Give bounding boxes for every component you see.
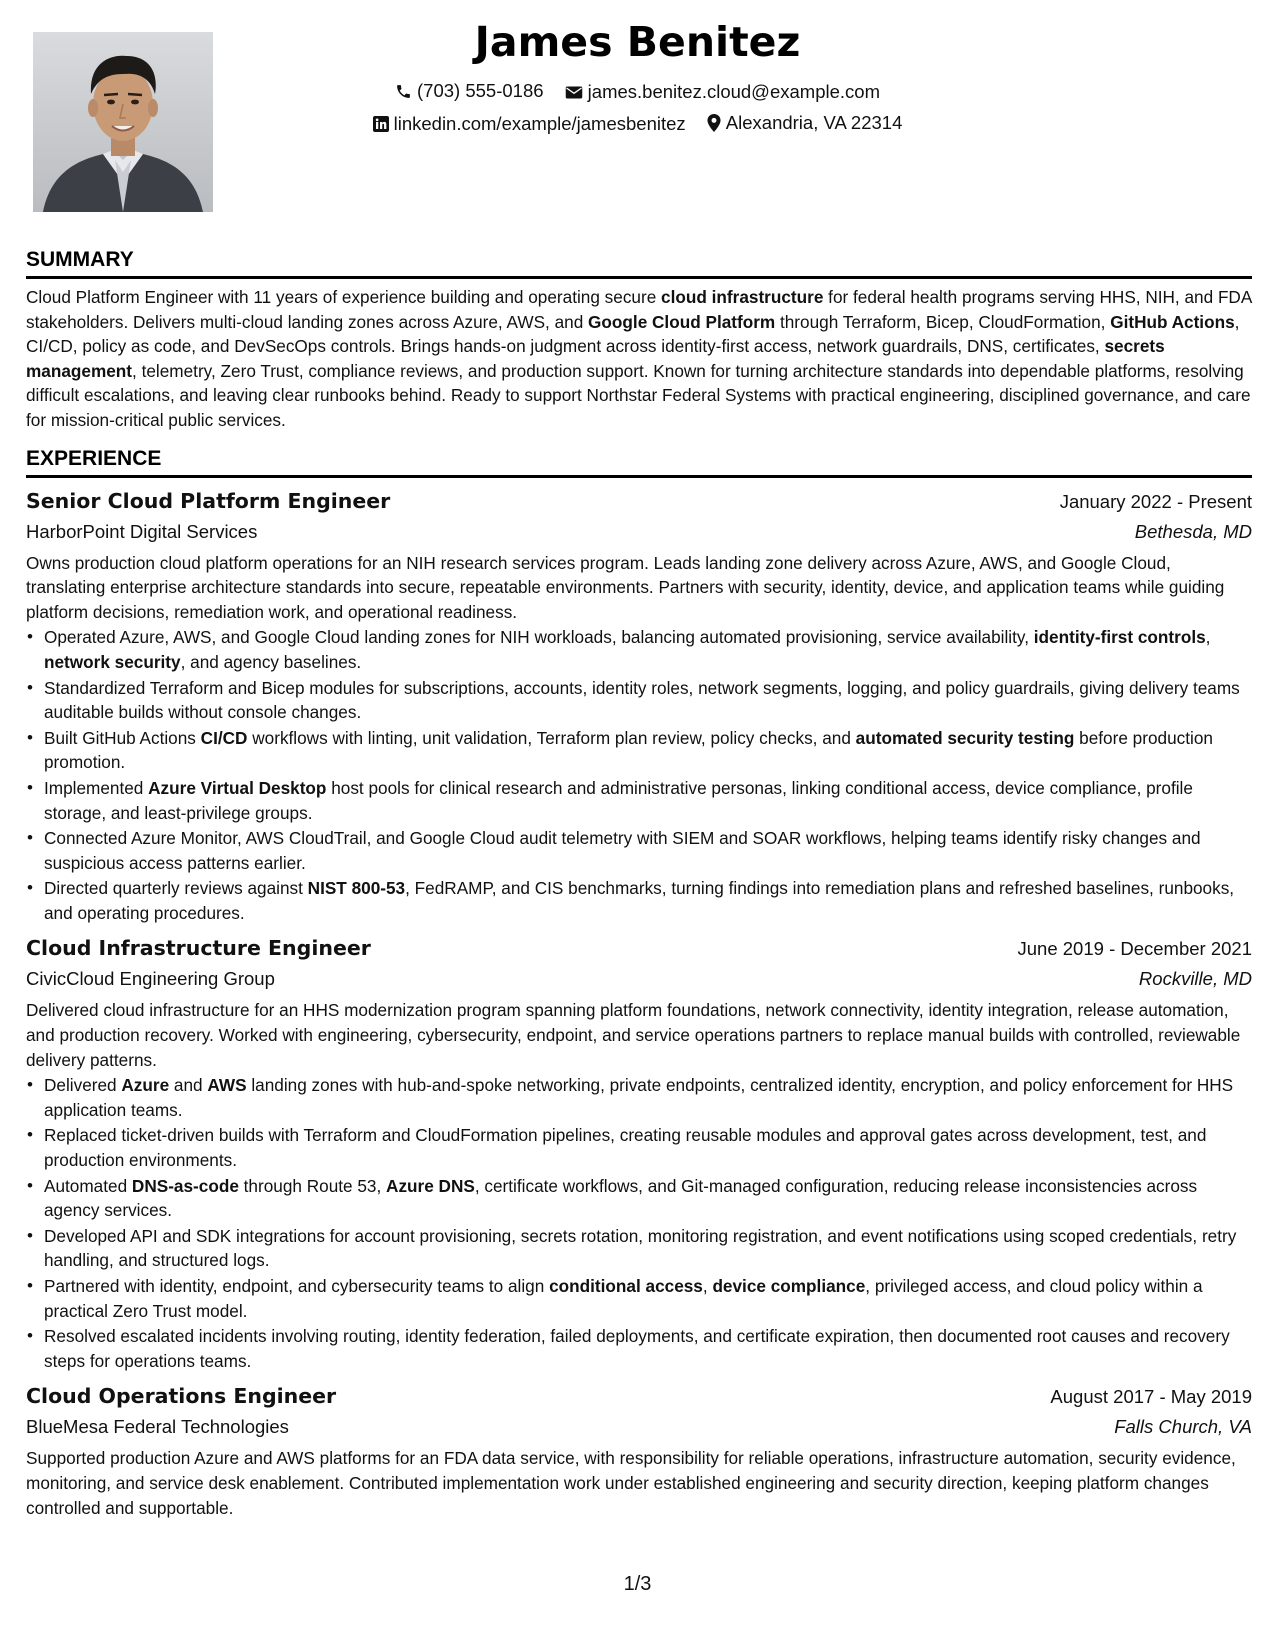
job-location: Rockville, MD: [1138, 968, 1252, 990]
job-title: Senior Cloud Platform Engineer: [26, 488, 391, 513]
emphasis-text: Azure Virtual Desktop: [148, 777, 327, 798]
emphasis-text: Google Cloud Platform: [588, 311, 776, 332]
job-bullets: [26, 1073, 1252, 1373]
experience-section: [26, 445, 1252, 1521]
bullet-item: • Directed quarterly reviews against NIST 800-53, FedRAMP, and CIS benchmarks, turning findings into remediation plans and refreshed baselines, runbooks, and operating procedures.: [44, 876, 1252, 925]
contact-line-1: [0, 80, 1275, 105]
envelope-icon: [565, 85, 583, 100]
emphasis-text: CI/CD: [200, 727, 248, 748]
phone-number: (703) 555-0186: [417, 80, 544, 101]
bullet-item: • Delivered Azure and AWS landing zones with hub-and-spoke networking, private endpoints, centralized identity, encryption, and policy enforcement for HHS application teams.: [44, 1073, 1252, 1122]
page-number: 1/3: [623, 1573, 652, 1595]
emphasis-text: identity-first controls: [1033, 627, 1206, 648]
company-name: HarborPoint Digital Services: [26, 520, 258, 542]
emphasis-text: NIST 800-53: [307, 878, 406, 899]
job-dates: June 2019 - December 2021: [1017, 938, 1252, 960]
emphasis-text: DNS-as-code: [131, 1175, 239, 1196]
summary-text: Cloud Platform Engineer with 11 years of experience building and operating secure cloud infrastructure for federal health programs serving HHS, NIH, and FDA stakeholders. Delivers multi-cloud landing zones across Azure, AWS, and Google Cloud Platform through Terraform, Bicep, CloudFormation, GitHub Actions, CI/CD, policy as code, and DevSecOps controls. Brings hands-on judgment across identity-first access, network guardrails, DNS, certificates, secrets management, telemetry, Zero Trust, compliance reviews, and production support. Known for turning architecture standards into dependable platforms, resolving difficult escalations, and leaving clear runbooks behind. Ready to support Northstar Federal Systems with practical engineering, disciplined governance, and care for mission-critical public services.: [26, 287, 1252, 430]
summary-heading: SUMMARY: [26, 246, 1252, 279]
emphasis-text: automated security testing: [855, 727, 1075, 748]
job-entry: [26, 1381, 1252, 1520]
linkedin-icon: [373, 116, 389, 132]
email-address[interactable]: james.benitez.cloud@example.com: [587, 81, 880, 102]
job-description: Supported production Azure and AWS platforms for an FDA data service, with responsibility for reliable operations, infrastructure automation, security evidence, monitoring, and service desk enablement. Contributed implementation work under established engineering and security direction, keeping platform changes controlled and supportable.: [26, 1448, 1236, 1518]
job-entry: [26, 933, 1252, 1373]
job-dates: August 2017 - May 2019: [1050, 1386, 1252, 1408]
emphasis-text: AWS: [207, 1075, 247, 1096]
bullet-item: • Built GitHub Actions CI/CD workflows with linting, unit validation, Terraform plan review, policy checks, and automated security testing before production promotion.: [44, 726, 1252, 775]
bullet-item: • Implemented Azure Virtual Desktop host pools for clinical research and administrative personas, linking conditional access, device compliance, profile storage, and least-privilege groups.: [44, 776, 1252, 825]
bullet-item: • Replaced ticket-driven builds with Terraform and CloudFormation pipelines, creating reusable modules and approval gates across development, test, and production environments.: [44, 1123, 1252, 1172]
job-location: Bethesda, MD: [1134, 520, 1252, 542]
job-description: Delivered cloud infrastructure for an HHS modernization program spanning platform foundations, network connectivity, identity integration, release automation, and production recovery. Worked with engineering, cybersecurity, endpoint, and service operations partners to replace manual builds with controlled, reviewable delivery patterns.: [26, 1000, 1241, 1070]
bullet-item: • Operated Azure, AWS, and Google Cloud landing zones for NIH workloads, balancing automated provisioning, service availability, identity-first controls, network security, and agency baselines.: [44, 625, 1252, 674]
emphasis-text: GitHub Actions: [1110, 311, 1235, 332]
bullet-item: • Connected Azure Monitor, AWS CloudTrail, and Google Cloud audit telemetry with SIEM and SOAR workflows, helping teams identify risky changes and suspicious access patterns earlier.: [44, 826, 1252, 875]
job-location: Falls Church, VA: [1114, 1416, 1252, 1438]
emphasis-text: device compliance: [712, 1276, 866, 1296]
location-contact: [707, 112, 903, 134]
emphasis-text: Azure: [121, 1075, 170, 1096]
phone-icon: [395, 83, 412, 100]
job-title: Cloud Operations Engineer: [26, 1384, 337, 1409]
company-name: CivicCloud Engineering Group: [26, 968, 275, 990]
job-entry: [26, 486, 1252, 926]
email-contact[interactable]: [565, 81, 880, 103]
emphasis-text: secrets management: [26, 336, 1165, 381]
bullet-item: • Partnered with identity, endpoint, and cybersecurity teams to align conditional access, device compliance, privileged access, and cloud policy within a practical Zero Trust model.: [44, 1274, 1252, 1323]
bullet-item: • Automated DNS-as-code through Route 53, Azure DNS, certificate workflows, and Git-managed configuration, reducing release inconsistencies across agency services.: [44, 1174, 1252, 1223]
emphasis-text: cloud infrastructure: [661, 287, 824, 307]
linkedin-contact[interactable]: [373, 113, 686, 135]
bullet-item: • Standardized Terraform and Bicep modules for subscriptions, accounts, identity roles, network segments, logging, and policy guardrails, giving delivery teams auditable builds without console changes.: [44, 676, 1252, 725]
bullet-item: • Resolved escalated incidents involving routing, identity federation, failed deployments, and certificate expiration, then documented root causes and recovery steps for operations teams.: [44, 1324, 1252, 1373]
experience-heading: EXPERIENCE: [26, 445, 1252, 478]
summary-section: [26, 246, 1252, 433]
job-description: Owns production cloud platform operations for an NIH research services program. Leads landing zone delivery across Azure, AWS, and Google Cloud, translating enterprise architecture standards into secure, repeatable environments. Partners with security, identity, device, and application teams while guiding platform decisions, remediation work, and operational readiness.: [26, 552, 1225, 622]
phone-contact: [395, 80, 544, 102]
contact-line-2: [0, 112, 1275, 137]
emphasis-text: network security: [44, 651, 181, 672]
linkedin-url[interactable]: linkedin.com/example/jamesbenitez: [393, 113, 686, 134]
company-name: BlueMesa Federal Technologies: [26, 1416, 289, 1438]
candidate-name: James Benitez: [474, 18, 801, 66]
resume-body: [26, 246, 1252, 1520]
emphasis-text: conditional access: [549, 1276, 703, 1296]
map-pin-icon: [707, 114, 721, 132]
location-text: Alexandria, VA 22314: [725, 112, 903, 133]
bullet-item: • Developed API and SDK integrations for account provisioning, secrets rotation, monitoring registration, and event notifications using scoped credentials, retry handling, and structured logs.: [44, 1224, 1252, 1273]
job-dates: January 2022 - Present: [1059, 490, 1252, 512]
job-bullets: [26, 625, 1252, 925]
emphasis-text: Azure DNS: [386, 1175, 475, 1196]
job-title: Cloud Infrastructure Engineer: [26, 936, 371, 961]
